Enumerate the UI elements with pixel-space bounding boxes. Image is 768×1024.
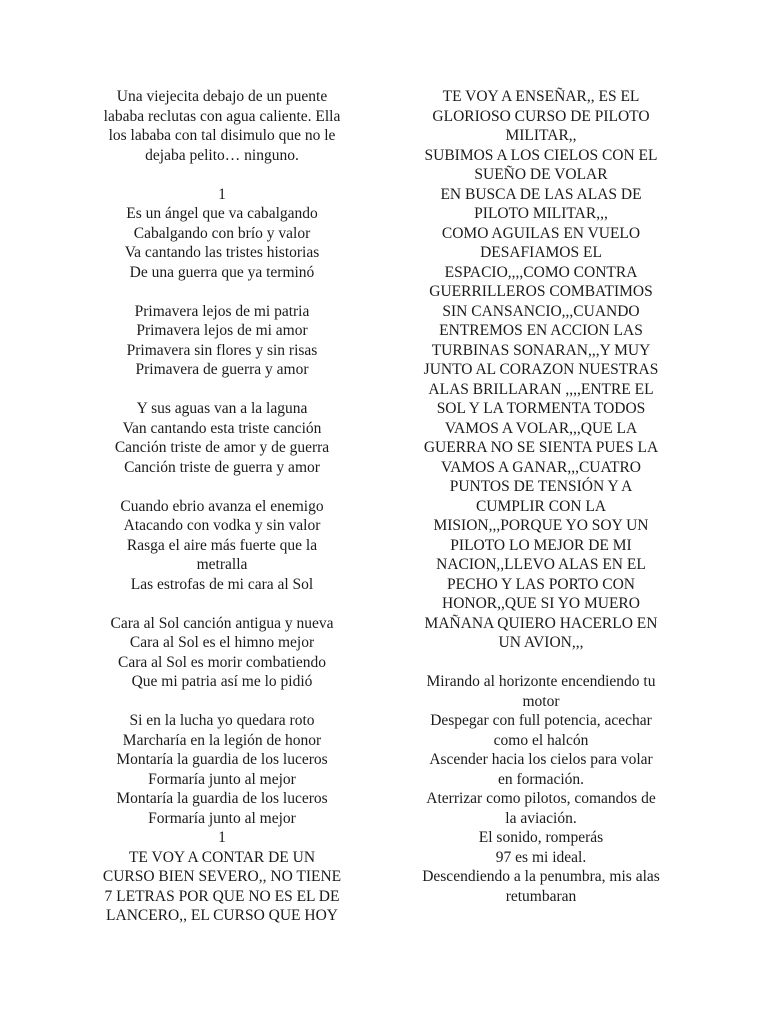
text-line: Descendiendo a la penumbra, mis alas [422, 868, 660, 885]
text-line: TURBINAS SONARAN,,,Y MUY [431, 341, 651, 359]
text-line: 1 [218, 185, 226, 203]
text-line: Atacando con vodka y sin valor [123, 517, 321, 534]
stanza [67, 497, 377, 595]
text-line: Mirando al horizonte encendiendo tu [426, 673, 656, 690]
text-line: Cuando ebrio avanza el enemigo [120, 497, 324, 515]
text-line: los lababa con tal disimulo que no le [108, 127, 336, 144]
text-line: Formaría junto al mejor [148, 809, 296, 827]
text-line: Primavera sin flores y sin risas [126, 341, 318, 359]
text-line: Que mi patria así me lo pidió [131, 673, 313, 690]
text-line: Canción triste de amor y de guerra [114, 439, 330, 456]
stanza [67, 399, 377, 477]
text-line: Cara al Sol canción antigua y nueva [110, 614, 334, 632]
text-line: lababa reclutas con agua caliente. Ella [103, 107, 341, 125]
stanza [67, 614, 377, 692]
text-line: Primavera lejos de mi amor [136, 322, 308, 339]
stanza [67, 828, 377, 848]
text-line: LANCERO,, EL CURSO QUE HOY [106, 907, 338, 924]
blank-line [67, 380, 377, 400]
right-column [386, 87, 696, 906]
text-line: Primavera de guerra y amor [135, 361, 309, 378]
text-line: 7 LETRAS POR QUE NO ES EL DE [104, 887, 340, 905]
text-line: Cara al Sol es el himno mejor [129, 634, 315, 651]
left-column [67, 87, 377, 926]
text-line: Ascender hacia los cielos para volar [429, 751, 653, 768]
stanza [67, 204, 377, 282]
text-line: PILOTO MILITAR,,, [474, 205, 608, 222]
text-line: Cara al Sol es morir combatiendo [118, 653, 326, 671]
text-line: Montaría la guardia de los luceros [116, 790, 328, 807]
text-line: Canción triste de guerra y amor [124, 458, 320, 476]
text-line: ESPACIO,,,,COMO CONTRA [444, 263, 638, 281]
text-line: dejaba pelito… ninguno. [145, 146, 299, 164]
blank-line [67, 477, 377, 497]
text-line: COMO AGUILAS EN VUELO [441, 224, 641, 242]
text-line: Va cantando las tristes historias [124, 244, 320, 261]
text-line: Rasga el aire más fuerte que la [126, 536, 318, 554]
text-line: NACION,,LLEVO ALAS EN EL [436, 556, 646, 573]
blank-line [67, 594, 377, 614]
text-line: la aviación. [505, 809, 577, 827]
text-line: SUEÑO DE VOLAR [474, 166, 608, 183]
text-line: MISION,,,PORQUE YO SOY UN [433, 517, 649, 534]
text-line: retumbaran [505, 887, 577, 905]
stanza [67, 185, 377, 205]
text-line: Aterrizar como pilotos, comandos de [426, 790, 656, 807]
stanza [386, 87, 696, 653]
text-line: Formaría junto al mejor [148, 770, 296, 788]
text-line: PILOTO LO MEJOR DE MI [450, 536, 632, 554]
text-line: Despegar con full potencia, acechar [430, 712, 652, 729]
text-line: GLORIOSO CURSO DE PILOTO [432, 107, 650, 125]
text-line: UN AVION,,, [498, 634, 584, 651]
text-line: De una guerra que ya terminó [129, 263, 315, 281]
text-line: Montaría la guardia de los luceros [116, 751, 328, 768]
text-line: SOL Y LA TORMENTA TODOS [436, 400, 646, 417]
text-line: 97 es mi ideal. [495, 848, 587, 866]
text-line: Las estrofas de mi cara al Sol [130, 575, 314, 593]
text-line: como el halcón [493, 731, 589, 749]
text-line: PECHO Y LAS PORTO CON [447, 575, 635, 593]
text-line: El sonido, romperás [478, 829, 604, 846]
text-line: CURSO BIEN SEVERO,, NO TIENE [102, 868, 342, 885]
text-line: Si en la lucha yo quedara roto [129, 712, 315, 729]
text-line: ENTREMOS EN ACCION LAS [439, 322, 643, 339]
text-line: MILITAR,, [505, 127, 577, 144]
stanza [67, 302, 377, 380]
text-line: ALAS BRILLARAN ,,,,ENTRE EL [428, 380, 654, 398]
text-line: Van cantando esta triste canción [122, 419, 322, 437]
stanza [67, 848, 377, 926]
text-line: GUERRA NO SE SIENTA PUES LA [423, 439, 659, 456]
blank-line [386, 653, 696, 673]
stanza [386, 672, 696, 906]
text-line: Marcharía en la legión de honor [122, 731, 322, 749]
text-line: DESAFIAMOS EL [480, 244, 602, 261]
text-line: SUBIMOS A LOS CIELOS CON EL [424, 146, 658, 164]
text-line: MAÑANA QUIERO HACERLO EN [424, 614, 658, 632]
text-line: 1 [218, 829, 226, 846]
text-line: metralla [196, 556, 248, 573]
text-line: TE VOY A CONTAR DE UN [128, 848, 316, 866]
stanza [67, 711, 377, 828]
text-line: EN BUSCA DE LAS ALAS DE [440, 185, 642, 203]
text-line: CUMPLIR CON LA [475, 497, 607, 515]
text-line: Una viejecita debajo de un puente [116, 88, 328, 105]
text-line: PUNTOS DE TENSIÓN Y A [449, 478, 633, 495]
blank-line [67, 692, 377, 712]
text-line: Primavera lejos de mi patria [134, 302, 310, 320]
blank-line [67, 282, 377, 302]
text-line: Es un ángel que va cabalgando [126, 205, 318, 222]
text-line: SIN CANSANCIO,,,CUANDO [442, 302, 640, 320]
stanza [67, 87, 377, 165]
text-line: en formación. [497, 770, 585, 788]
blank-line [67, 165, 377, 185]
text-line: GUERRILLEROS COMBATIMOS [429, 283, 653, 300]
text-line: JUNTO AL CORAZON NUESTRAS [423, 361, 659, 378]
text-line: Cabalgando con brío y valor [133, 224, 311, 242]
text-line: Y sus aguas van a la laguna [136, 400, 308, 417]
text-line: HONOR,,QUE SI YO MUERO [442, 595, 640, 612]
text-line: VAMOS A VOLAR,,,QUE LA [444, 419, 638, 437]
text-line: TE VOY A ENSEÑAR,, ES EL [442, 88, 640, 105]
text-line: motor [522, 692, 560, 710]
text-line: VAMOS A GANAR,,,CUATRO [441, 458, 641, 476]
